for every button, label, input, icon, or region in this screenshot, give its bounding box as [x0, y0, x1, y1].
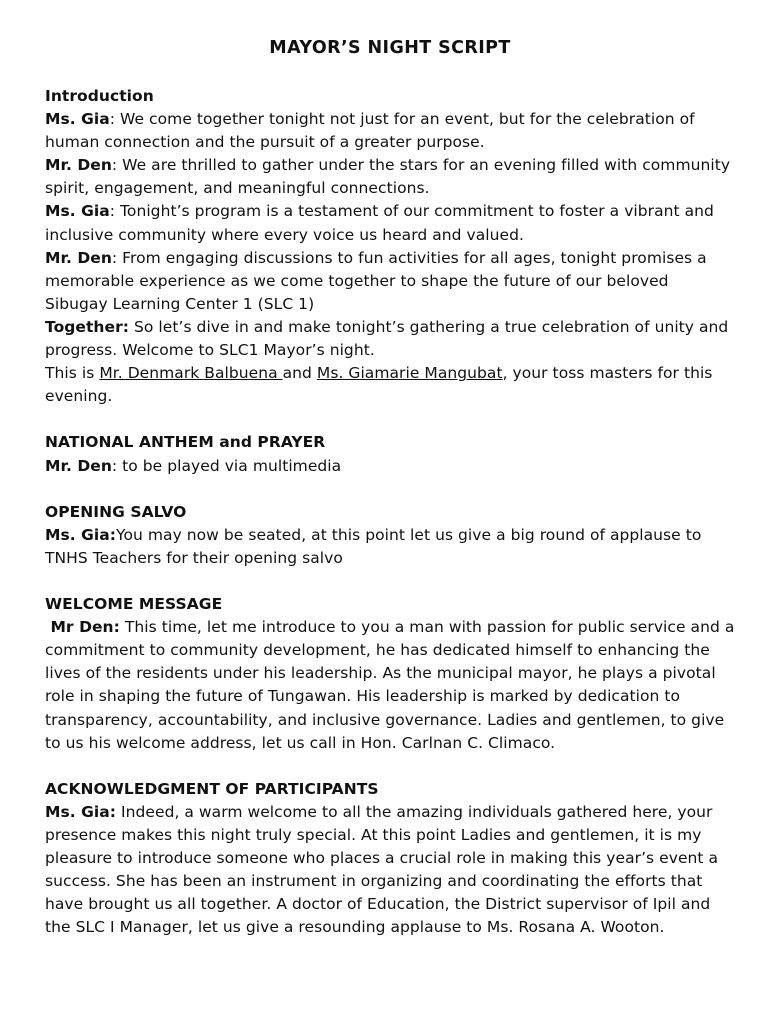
speaker-name: Ms. Gia:	[45, 525, 117, 544]
document-title: MAYOR’S NIGHT SCRIPT	[269, 38, 511, 58]
script-line	[45, 524, 735, 570]
speaker-name: Together:	[45, 317, 130, 336]
spacer	[45, 570, 735, 593]
section-heading-anthem: NATIONAL ANTHEM and PRAYER	[45, 433, 326, 452]
document-page	[45, 36, 740, 939]
speaker-name: Mr. Den	[45, 456, 112, 475]
speaker-name: Ms. Gia	[45, 202, 110, 221]
script-line	[45, 154, 735, 200]
script-line	[45, 801, 735, 940]
speaker-name: Mr Den:	[45, 618, 120, 637]
host-name-gia: Ms. Giamarie Mangubat	[316, 364, 503, 383]
spacer	[45, 408, 735, 431]
script-line	[45, 616, 740, 755]
spacer	[45, 755, 735, 778]
script-line	[45, 108, 735, 154]
spacer	[45, 478, 735, 501]
script-line	[45, 316, 735, 362]
hosts-line: This is Mr. Denmark Balbuena and Ms. Giamarie Mangubat, your toss masters for this evening.	[45, 364, 713, 406]
line-text: : We come together tonight not just for an event, but for the celebration of human connection and the pursuit of a greater purpose.	[45, 110, 695, 152]
line-text: Indeed, a warm welcome to all the amazing individuals gathered here, your presence makes this night truly special. At this point Ladies and gentlemen, it is my pleasure to introduce someone who places a crucial role in making this year’s event a success. She has been an instrument in organizing and coordinating the efforts that have brought us all together. A doctor of Education, the District supervisor of Ipil and the SLC I Manager, let us give a resounding applause to Ms. Rosana A. Wooton.	[45, 802, 719, 937]
line-text: You may now be seated, at this point let us give a big round of applause to TNHS Teachers for their opening salvo	[45, 525, 702, 567]
section-heading-acknowledgment: ACKNOWLEDGMENT OF PARTICIPANTS	[45, 779, 379, 798]
section-heading-salvo: OPENING SALVO	[45, 502, 187, 521]
line-text: : From engaging discussions to fun activities for all ages, tonight promises a memorable experience as we come together to shape the future of our beloved Sibugay Learning Center 1 (SLC 1)	[45, 248, 707, 313]
speaker-name: Mr. Den	[45, 156, 112, 175]
line-text: This time, let me introduce to you a man with passion for public service and a commitment to community development, he has dedicated himself to enhancing the lives of the residents under his leadership. As the municipal mayor, he plays a pivotal role in shaping the future of Tungawan. His leadership is marked by dedication to transparency, accountability, and inclusive governance. Ladies and gentlemen, to give to us his welcome address, let us call in Hon. Carlnan C. Climaco.	[45, 618, 740, 752]
section-heading-introduction: Introduction	[45, 87, 154, 105]
script-line	[45, 200, 735, 246]
line-text: : to be played via multimedia	[111, 456, 342, 475]
line-text: So let’s dive in and make tonight’s gathering a true celebration of unity and progress. Welcome to SLC1 Mayor’s night.	[45, 317, 729, 360]
line-text: : Tonight’s program is a testament of our commitment to foster a vibrant and inclusive community where every voice us heard and valued.	[45, 202, 714, 244]
host-name-den: Mr. Denmark Balbuena	[99, 364, 283, 383]
line-text: : We are thrilled to gather under the stars for an evening filled with community spirit, engagement, and meaningful connections.	[45, 156, 731, 198]
speaker-name: Mr. Den	[45, 248, 112, 267]
speaker-name: Ms. Gia	[45, 110, 110, 129]
section-heading-welcome: WELCOME MESSAGE	[45, 595, 223, 614]
script-line	[45, 247, 735, 316]
script-line	[45, 455, 735, 478]
speaker-name: Ms. Gia:	[45, 802, 117, 821]
